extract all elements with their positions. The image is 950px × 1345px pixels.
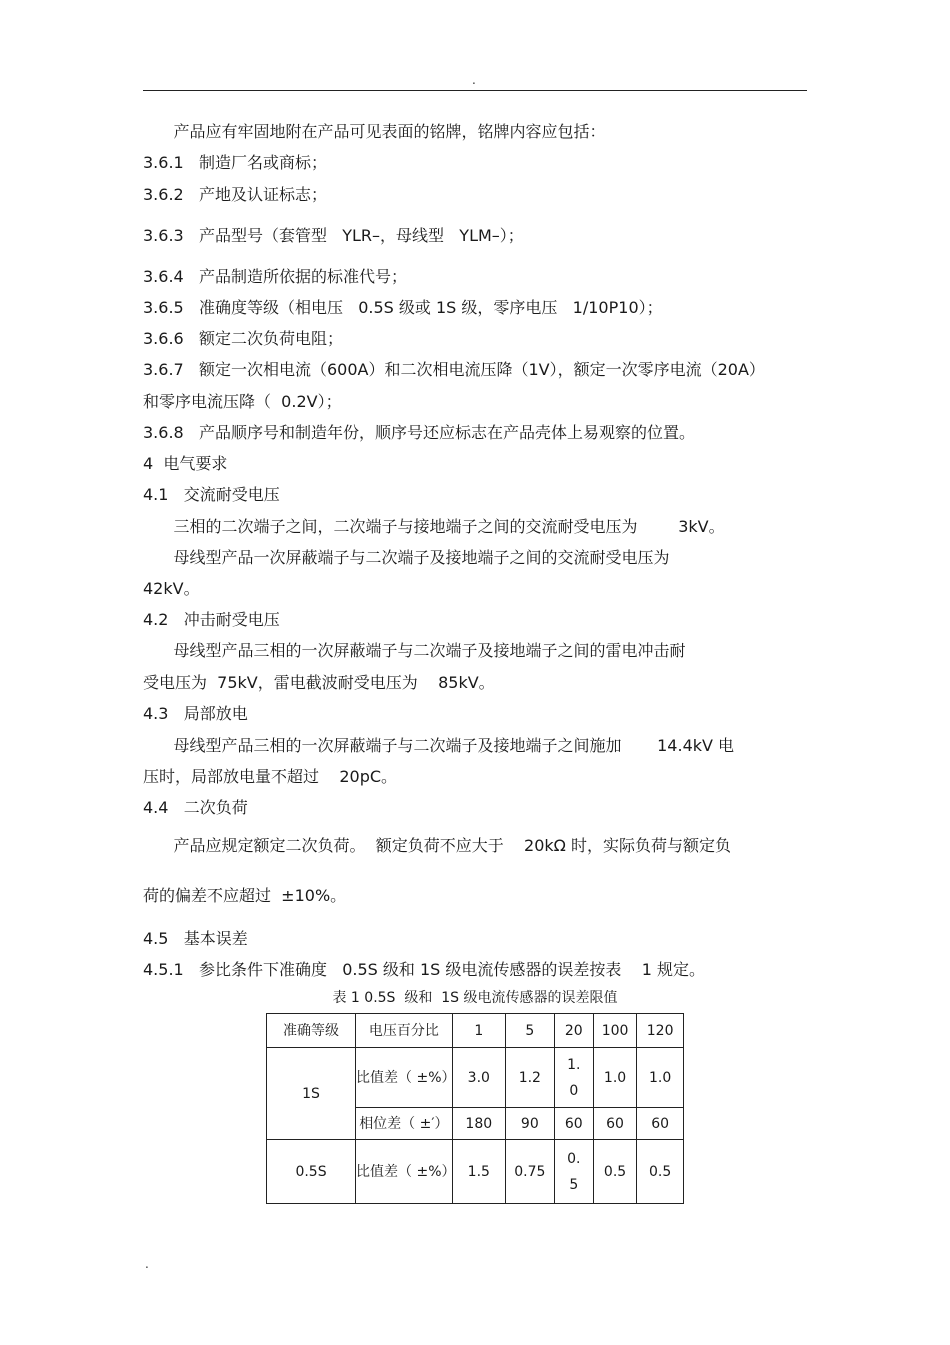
header-cell: 120 [637, 1014, 684, 1048]
text-line: 4.5.1 参比条件下准确度 0.5S 级和 1S 级电流传感器的误差按表 1 规定。 [143, 960, 706, 979]
text-line: 3.6.4 产品制造所依据的标准代号； [143, 267, 407, 286]
text-line: 3.6.1 制造厂名或商标； [143, 153, 327, 172]
text-line: 母线型产品三相的一次屏蔽端子与二次端子及接地端子之间的雷电冲击耐 [143, 641, 686, 660]
header-rule [143, 90, 807, 91]
class-cell: 1S [267, 1048, 356, 1140]
text-line: 受电压为 75kV，雷电截波耐受电压为 85kV。 [143, 673, 495, 692]
value-cell: 0.5 [554, 1140, 593, 1204]
value-cell: 0.5 [637, 1140, 684, 1204]
value-cell: 1.0 [554, 1048, 593, 1108]
text-line: 4 电气要求 [143, 454, 228, 473]
text-line: 3.6.7 额定一次相电流（600A）和二次相电流压降（1V），额定一次零序电流（20A） [143, 360, 765, 379]
table-row [267, 1048, 684, 1108]
label-cell: 比值差（ ±%） [356, 1048, 453, 1108]
value-cell: 0.5 [593, 1140, 636, 1204]
text-line: 42kV。 [143, 579, 200, 598]
value-cell: 1.0 [593, 1048, 636, 1108]
text-line: 4.5 基本误差 [143, 929, 248, 948]
text-line: 三相的二次端子之间，二次端子与接地端子之间的交流耐受电压为 3kV。 [143, 517, 725, 536]
value-cell: 1.5 [452, 1140, 505, 1204]
text-line: 3.6.8 产品顺序号和制造年份，顺序号还应标志在产品壳体上易观察的位置。 [143, 423, 695, 442]
header-dot: . [472, 73, 476, 87]
text-line: 3.6.5 准确度等级（相电压 0.5S 级或 1S 级，零序电压 1/10P10）； [143, 298, 663, 317]
text-line: 3.6.2 产地及认证标志； [143, 185, 327, 204]
text-line: 4.4 二次负荷 [143, 798, 248, 817]
text-line: 3.6.3 产品型号（套管型 YLR–，母线型 YLM–）； [143, 226, 524, 245]
value-cell: 3.0 [452, 1048, 505, 1108]
value-cell: 60 [593, 1108, 636, 1140]
class-cell: 0.5S [267, 1140, 356, 1204]
header-cell: 20 [554, 1014, 593, 1048]
text-line: 母线型产品三相的一次屏蔽端子与二次端子及接地端子之间施加 14.4kV 电 [143, 736, 735, 755]
value-cell: 1.0 [637, 1048, 684, 1108]
label-cell: 相位差（ ±′） [356, 1108, 453, 1140]
header-cell: 电压百分比 [356, 1014, 453, 1048]
value-cell: 1.2 [505, 1048, 554, 1108]
text-line: 产品应有牢固地附在产品可见表面的铭牌，铭牌内容应包括： [143, 122, 606, 141]
label-cell: 比值差（ ±%） [356, 1140, 453, 1204]
text-line: 母线型产品一次屏蔽端子与二次端子及接地端子之间的交流耐受电压为 [143, 548, 670, 567]
value-cell: 180 [452, 1108, 505, 1140]
table-header-row [267, 1014, 684, 1048]
text-line: 4.1 交流耐受电压 [143, 485, 280, 504]
value-cell: 0.75 [505, 1140, 554, 1204]
value-cell: 60 [554, 1108, 593, 1140]
table-caption: 表 1 0.5S 级和 1S 级电流传感器的误差限值 [332, 990, 618, 1006]
header-cell: 1 [452, 1014, 505, 1048]
text-line: 3.6.6 额定二次负荷电阻； [143, 329, 343, 348]
value-cell: 60 [637, 1108, 684, 1140]
text-line: 产品应规定额定二次负荷。 额定负荷不应大于 20kΩ 时，实际负荷与额定负 [143, 836, 731, 855]
text-line: 荷的偏差不应超过 ±10%。 [143, 886, 347, 905]
header-cell: 准确等级 [267, 1014, 356, 1048]
text-line: 4.3 局部放电 [143, 704, 248, 723]
text-line: 压时，局部放电量不超过 20pC。 [143, 767, 398, 786]
footer-dot: . [145, 1257, 149, 1271]
error-limit-table [266, 1013, 684, 1204]
header-cell: 5 [505, 1014, 554, 1048]
header-cell: 100 [593, 1014, 636, 1048]
table-row [267, 1140, 684, 1204]
value-cell: 90 [505, 1108, 554, 1140]
text-line: 4.2 冲击耐受电压 [143, 610, 280, 629]
text-line: 和零序电流压降（ 0.2V）； [143, 392, 342, 411]
